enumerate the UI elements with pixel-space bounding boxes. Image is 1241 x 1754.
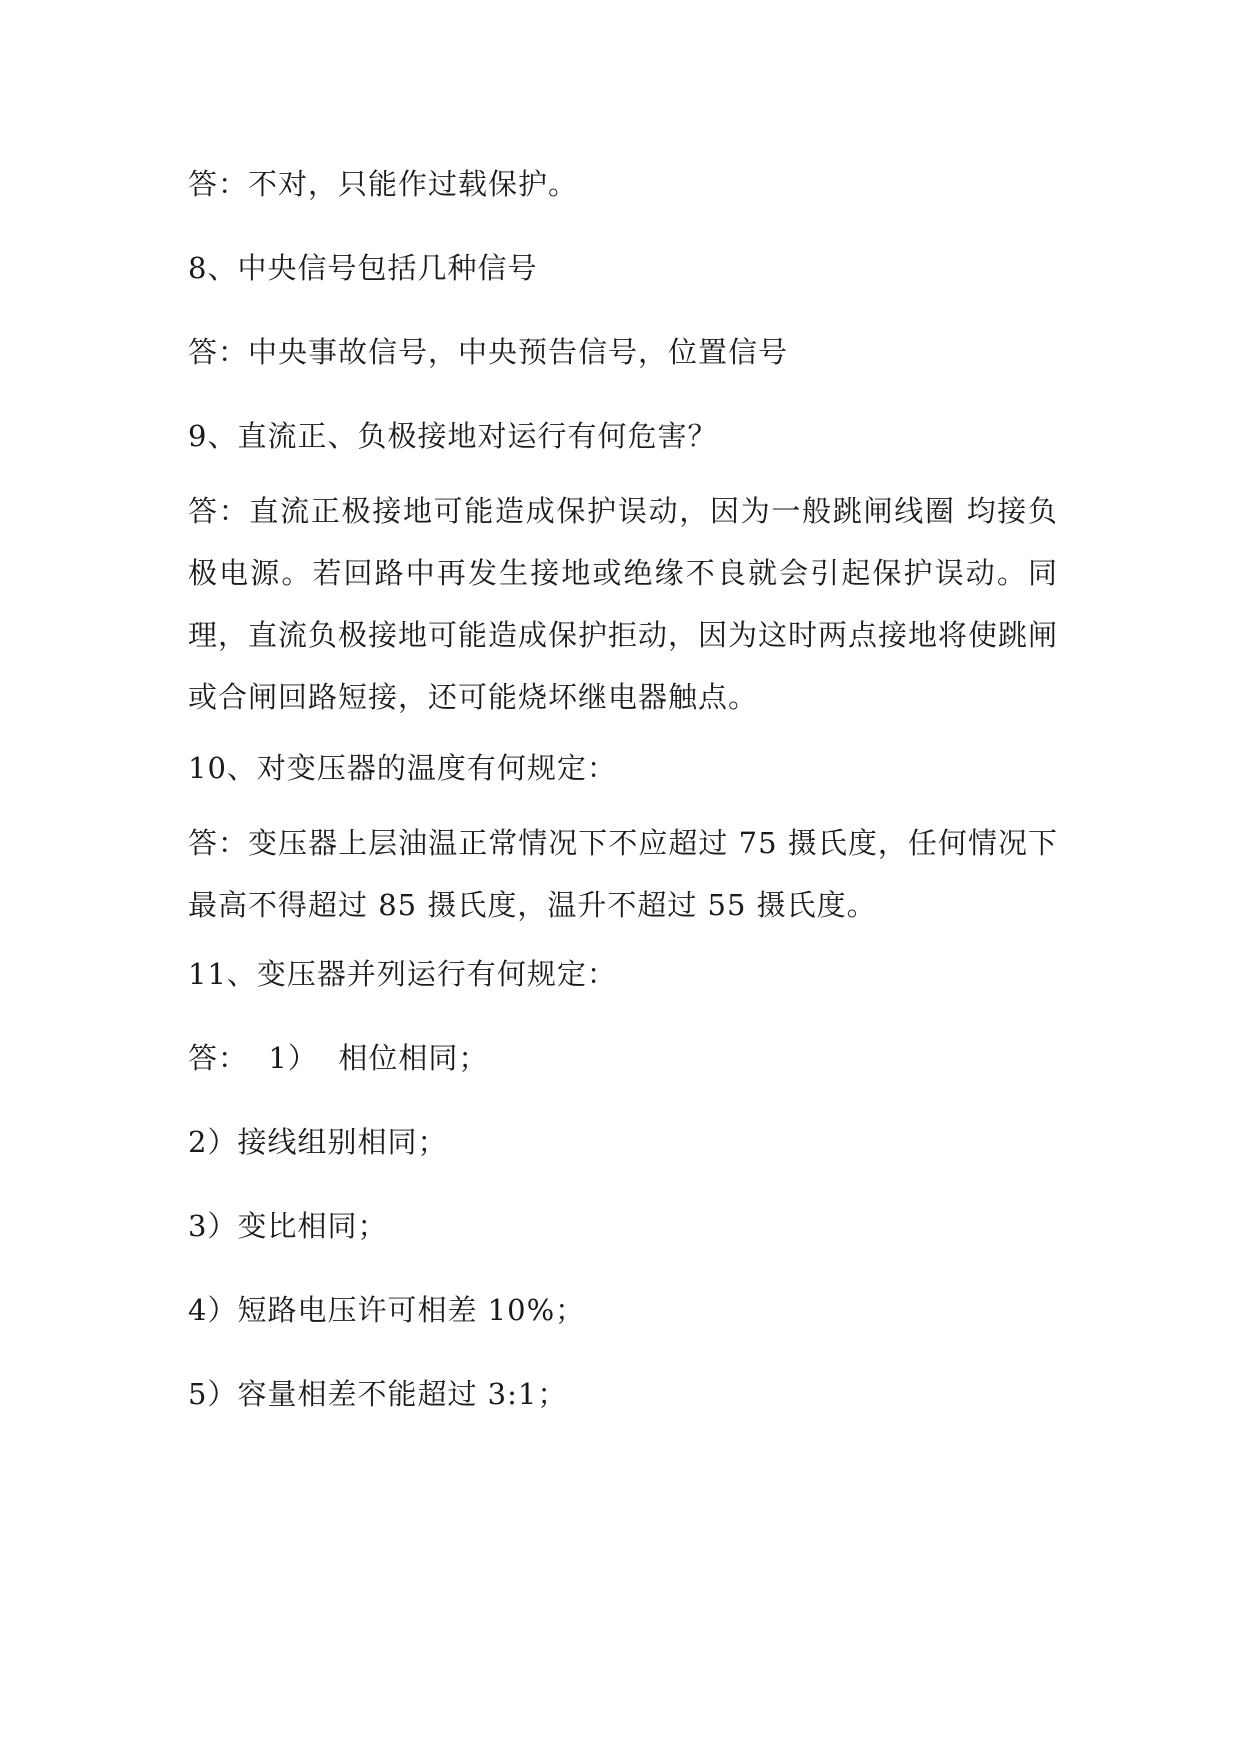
answer-11-item-1: 答： 1） 相位相同； bbox=[188, 1041, 489, 1075]
answer-8: 答：中央事故信号，中央预告信号，位置信号 bbox=[188, 335, 789, 369]
answer-11-item-2: 2）接线组别相同； bbox=[188, 1125, 448, 1159]
question-9: 9、直流正、负极接地对运行有何危害？ bbox=[188, 419, 718, 453]
question-8: 8、中央信号包括几种信号 bbox=[188, 251, 538, 285]
answer-11-item-4: 4）短路电压许可相差 10%； bbox=[188, 1293, 586, 1327]
answer-9: 答：直流正极接地可能造成保护误动，因为一般跳闸线圈 均接负极电源。若回路中再发生接地或绝缘不良就会引起保护误动。同理，直流负极接地可能造成保护拒动，因为这时两点接地将使跳闸或合闸回路短接，还可能烧坏继电器触点。 bbox=[188, 494, 1059, 714]
question-10: 10、对变压器的温度有何规定： bbox=[188, 751, 617, 785]
answer-10: 答：变压器上层油温正常情况下不应超过 75 摄氏度，任何情况下最高不得超过 85 摄氏度，温升不超过 55 摄氏度。 bbox=[188, 826, 1058, 922]
answer-7: 答：不对，只能作过载保护。 bbox=[188, 167, 579, 201]
question-11: 11、变压器并列运行有何规定： bbox=[188, 957, 617, 991]
answer-11-item-5: 5）容量相差不能超过 3:1； bbox=[188, 1377, 568, 1411]
answer-11-item-3: 3）变比相同； bbox=[188, 1209, 388, 1243]
